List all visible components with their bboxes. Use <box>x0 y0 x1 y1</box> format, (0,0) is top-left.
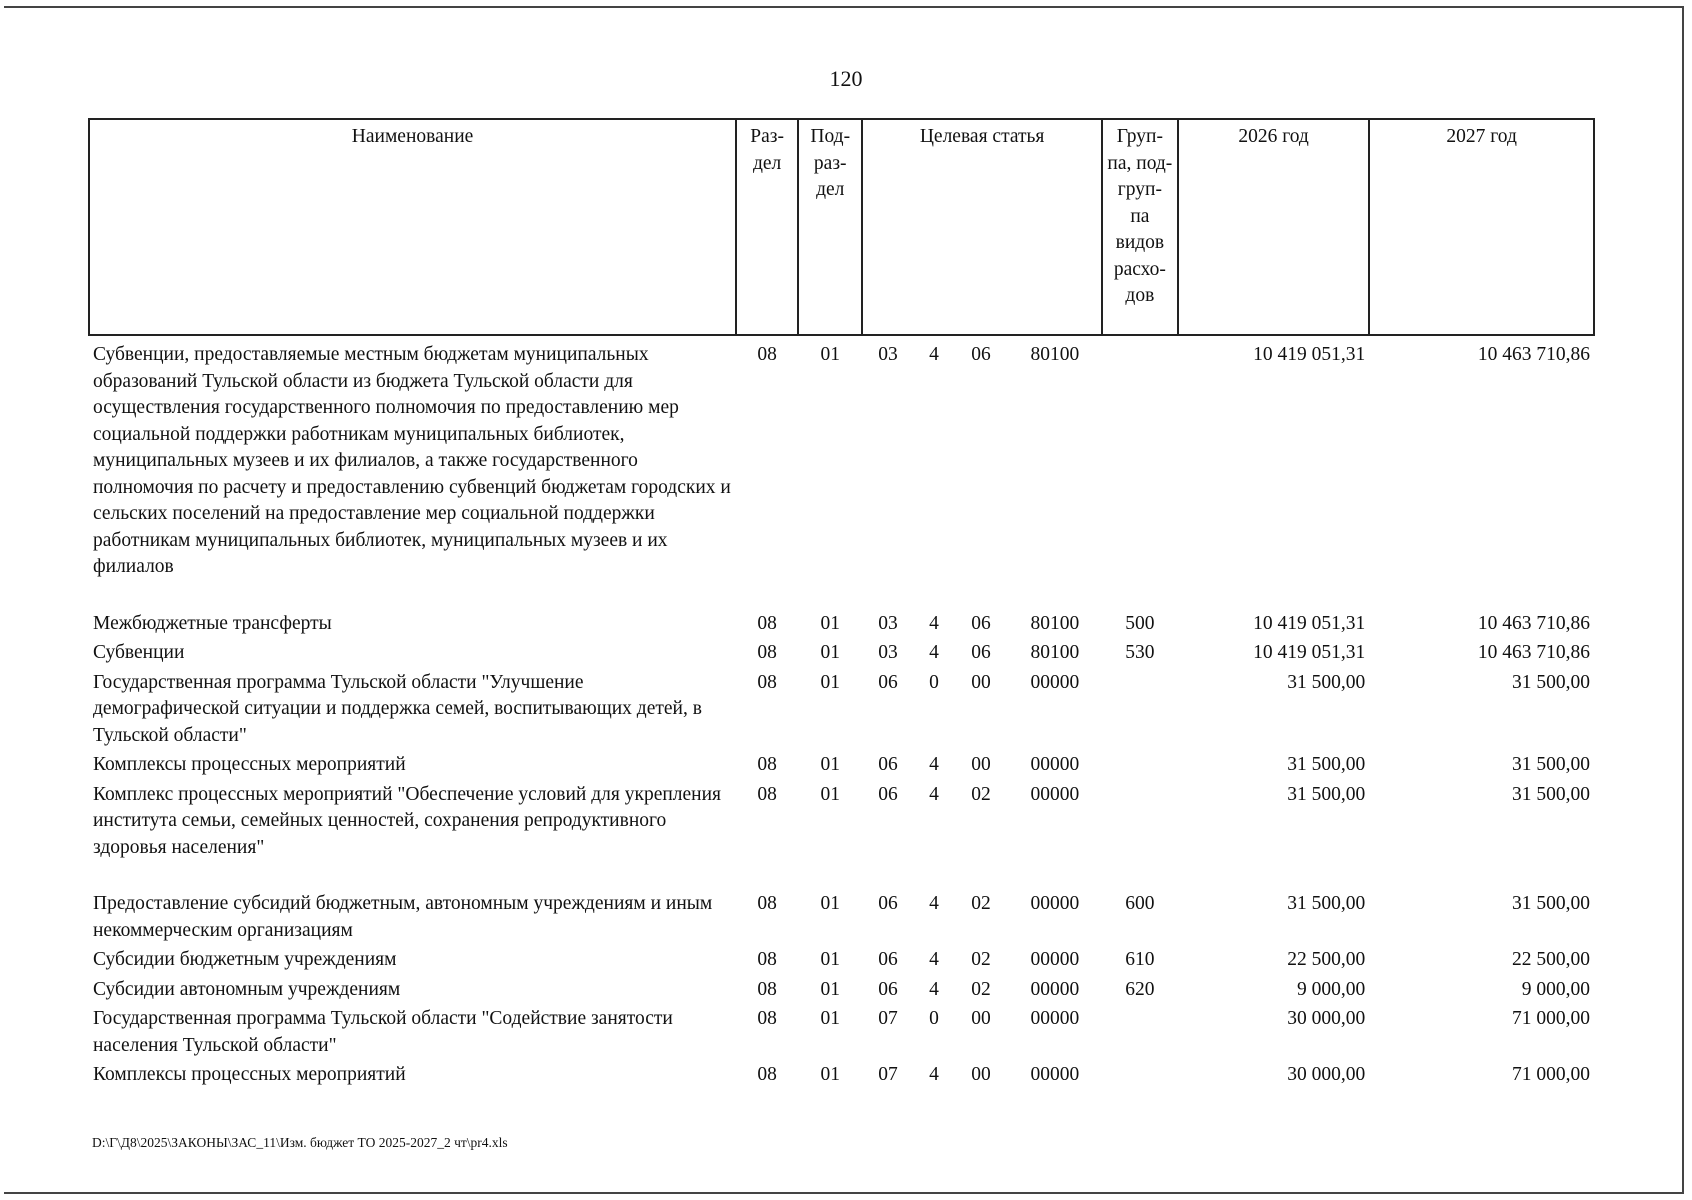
table-cell-subsection: 01 <box>820 754 840 775</box>
table-cell-name: Субсидии автономным учреждениям <box>93 978 401 1000</box>
table-row <box>89 335 1594 609</box>
table-cell-expense-group: 620 <box>1125 978 1155 1000</box>
table-cell-section: 08 <box>757 612 777 634</box>
table-body <box>89 335 1594 1090</box>
table-cell-section: 08 <box>757 344 777 365</box>
table-cell-target-type: 4 <box>929 642 939 663</box>
table-cell-amount-2027: 10 463 710,86 <box>1477 612 1590 634</box>
table-cell-subsection: 01 <box>820 978 840 1000</box>
table-cell-target-program: 03 <box>878 344 898 365</box>
table-cell-amount-2027: 22 500,00 <box>1512 949 1590 970</box>
table-cell-target-type: 4 <box>929 754 939 775</box>
table-cell-expense-group <box>1102 750 1178 780</box>
table-cell-expense-group <box>1102 1004 1178 1060</box>
table-cell-target-direction: 80100 <box>1030 344 1080 365</box>
table-row <box>89 975 1594 1005</box>
table-cell-target-type: 0 <box>929 671 939 693</box>
table-cell-expense-group <box>1102 1060 1178 1090</box>
table-cell-target-program: 06 <box>878 754 898 775</box>
table-cell-target-type: 4 <box>929 893 939 914</box>
table-cell-name: Комплекс процессных мероприятий "Обеспечение условий для укрепления института семьи, семейных ценностей, сохранения репродуктивного здоровья населения" <box>93 783 722 858</box>
table-cell-name: Комплексы процессных мероприятий <box>93 754 406 775</box>
table-cell-expense-group: 530 <box>1125 642 1155 663</box>
table-cell-amount-2027: 10 463 710,86 <box>1477 642 1590 663</box>
table-cell-amount-2027: 31 500,00 <box>1512 783 1590 805</box>
table-cell-target-direction: 00000 <box>1030 754 1080 775</box>
header-section: Раз- дел <box>736 119 798 335</box>
table-cell-section: 08 <box>757 671 777 693</box>
table-cell-subsection: 01 <box>820 1008 840 1029</box>
header-expense-group: Груп- па, под- груп- па видов расхо- дов <box>1102 119 1178 335</box>
table-cell-amount-2027: 31 500,00 <box>1512 671 1590 693</box>
table-cell-name: Межбюджетные трансферты <box>93 612 332 634</box>
table-cell-target-subprogram: 06 <box>971 344 991 365</box>
table-cell-amount-2026: 30 000,00 <box>1287 1008 1366 1029</box>
table-cell-target-subprogram: 00 <box>971 1064 991 1085</box>
table-cell-section: 08 <box>757 642 777 663</box>
table-cell-target-direction: 00000 <box>1030 893 1080 914</box>
table-cell-amount-2026: 31 500,00 <box>1287 783 1366 805</box>
table-cell-amount-2026: 10 419 051,31 <box>1253 612 1366 634</box>
table-cell-target-program: 07 <box>878 1008 898 1029</box>
table-cell-target-direction: 00000 <box>1030 671 1080 693</box>
table-cell-target-subprogram: 06 <box>971 612 991 634</box>
table-row <box>89 750 1594 780</box>
table-cell-expense-group <box>1102 668 1178 751</box>
table-cell-target-program: 03 <box>878 612 898 634</box>
table-cell-amount-2026: 30 000,00 <box>1287 1064 1366 1085</box>
table-cell-name: Субсидии бюджетным учреждениям <box>93 949 397 970</box>
table-cell-amount-2026: 31 500,00 <box>1287 893 1366 914</box>
table-cell-target-program: 03 <box>878 642 898 663</box>
table-cell-amount-2026: 10 419 051,31 <box>1253 344 1366 365</box>
table-cell-target-subprogram: 06 <box>971 642 991 663</box>
table-cell-target-subprogram: 00 <box>971 754 991 775</box>
table-cell-subsection: 01 <box>820 642 840 663</box>
table-cell-section: 08 <box>757 1008 777 1029</box>
table-cell-target-direction: 00000 <box>1030 783 1080 805</box>
table-cell-amount-2026: 31 500,00 <box>1287 671 1366 693</box>
table-cell-section: 08 <box>757 893 777 914</box>
table-cell-target-type: 4 <box>929 783 939 805</box>
table-cell-subsection: 01 <box>820 893 840 914</box>
table-cell-expense-group <box>1102 780 1178 890</box>
table-cell-amount-2027: 31 500,00 <box>1512 893 1590 914</box>
table-cell-name: Комплексы процессных мероприятий <box>93 1064 406 1085</box>
table-cell-amount-2026: 22 500,00 <box>1287 949 1366 970</box>
table-cell-amount-2027: 71 000,00 <box>1512 1064 1590 1085</box>
table-cell-target-subprogram: 02 <box>971 978 991 1000</box>
table-cell-amount-2027: 9 000,00 <box>1521 978 1590 1000</box>
table-row <box>89 1060 1594 1090</box>
table-cell-target-program: 06 <box>878 949 898 970</box>
table-row <box>89 889 1594 945</box>
table-header-row <box>89 119 1594 335</box>
table-cell-target-direction: 80100 <box>1030 642 1080 663</box>
table-cell-target-direction: 00000 <box>1030 949 1080 970</box>
page-number: 120 <box>829 66 863 91</box>
header-subsection: Под- раз- дел <box>798 119 862 335</box>
table-cell-target-direction: 00000 <box>1030 1064 1080 1085</box>
table-cell-name: Предоставление субсидий бюджетным, автономным учреждениям и иным некоммерческим организациям <box>93 893 713 941</box>
table-cell-target-program: 06 <box>878 671 898 693</box>
table-row <box>89 945 1594 975</box>
file-path-footer: D:\Г\Д8\2025\ЗАКОНЫ\ЗАС_11\Изм. бюджет ТО 2025-2027_2 чт\pr4.xls <box>92 1135 508 1150</box>
table-cell-section: 08 <box>757 754 777 775</box>
table-cell-amount-2026: 10 419 051,31 <box>1253 642 1366 663</box>
table-cell-target-subprogram: 00 <box>971 671 991 693</box>
table-cell-amount-2027: 10 463 710,86 <box>1477 344 1590 365</box>
table-cell-section: 08 <box>757 783 777 805</box>
table-cell-target-program: 06 <box>878 783 898 805</box>
table-cell-target-program: 07 <box>878 1064 898 1085</box>
table-cell-target-type: 4 <box>929 344 939 365</box>
table-cell-name: Субвенции <box>93 642 185 663</box>
table-cell-target-subprogram: 02 <box>971 949 991 970</box>
table-cell-target-program: 06 <box>878 978 898 1000</box>
header-name: Наименование <box>89 119 736 335</box>
table-cell-expense-group <box>1102 335 1178 609</box>
table-cell-target-subprogram: 00 <box>971 1008 991 1029</box>
table-cell-target-type: 4 <box>929 612 939 634</box>
header-target-article: Целевая статья <box>862 119 1102 335</box>
table-cell-subsection: 01 <box>820 671 840 693</box>
table-cell-target-type: 0 <box>929 1008 939 1029</box>
table-cell-target-type: 4 <box>929 1064 939 1085</box>
table-cell-target-subprogram: 02 <box>971 893 991 914</box>
table-cell-section: 08 <box>757 1064 777 1085</box>
table-cell-target-direction: 80100 <box>1030 612 1080 634</box>
table-cell-amount-2027: 71 000,00 <box>1512 1008 1590 1029</box>
table-row <box>89 1004 1594 1060</box>
table-cell-subsection: 01 <box>820 949 840 970</box>
table-cell-expense-group: 500 <box>1125 612 1155 634</box>
table-cell-subsection: 01 <box>820 612 840 634</box>
table-cell-amount-2026: 31 500,00 <box>1287 754 1366 775</box>
table-cell-target-direction: 00000 <box>1030 978 1080 1000</box>
table-cell-section: 08 <box>757 978 777 1000</box>
table-cell-expense-group: 600 <box>1125 893 1155 914</box>
table-cell-amount-2027: 31 500,00 <box>1512 754 1590 775</box>
table-row <box>89 668 1594 751</box>
table-row <box>89 780 1594 890</box>
table-cell-section: 08 <box>757 949 777 970</box>
table-cell-target-subprogram: 02 <box>971 783 991 805</box>
table-cell-subsection: 01 <box>820 1064 840 1085</box>
table-cell-name: Государственная программа Тульской области "Улучшение демографической ситуации и поддержка семей, воспитывающих детей, в Тульской области" <box>93 671 702 746</box>
header-2026: 2026 год <box>1178 119 1369 335</box>
table-cell-subsection: 01 <box>820 344 840 365</box>
table-cell-target-type: 4 <box>929 978 939 1000</box>
table-row <box>89 638 1594 668</box>
table-cell-name: Субвенции, предоставляемые местным бюджетам муниципальных образований Тульской области из бюджета Тульской области для осуществления государственного полномочия по предоставлению мер социальной поддержки работникам муниципальных библиотек, муниципальных музеев и их филиалов, а также государственного полномочия по расчету и предоставлению субвенций бюджетам городских и сельских поселений на предоставление мер социальной поддержки работникам муниципальных библиотек, муниципальных музеев и их филиалов <box>93 344 731 577</box>
table-cell-subsection: 01 <box>820 783 840 805</box>
table-cell-amount-2026: 9 000,00 <box>1297 978 1366 1000</box>
table-cell-target-type: 4 <box>929 949 939 970</box>
budget-table <box>88 118 1595 1090</box>
table-row <box>89 609 1594 639</box>
table-cell-expense-group: 610 <box>1125 949 1155 970</box>
table-cell-target-direction: 00000 <box>1030 1008 1080 1029</box>
table-cell-name: Государственная программа Тульской области "Содействие занятости населения Тульской области" <box>93 1008 673 1056</box>
header-2027: 2027 год <box>1369 119 1594 335</box>
table-cell-target-program: 06 <box>878 893 898 914</box>
